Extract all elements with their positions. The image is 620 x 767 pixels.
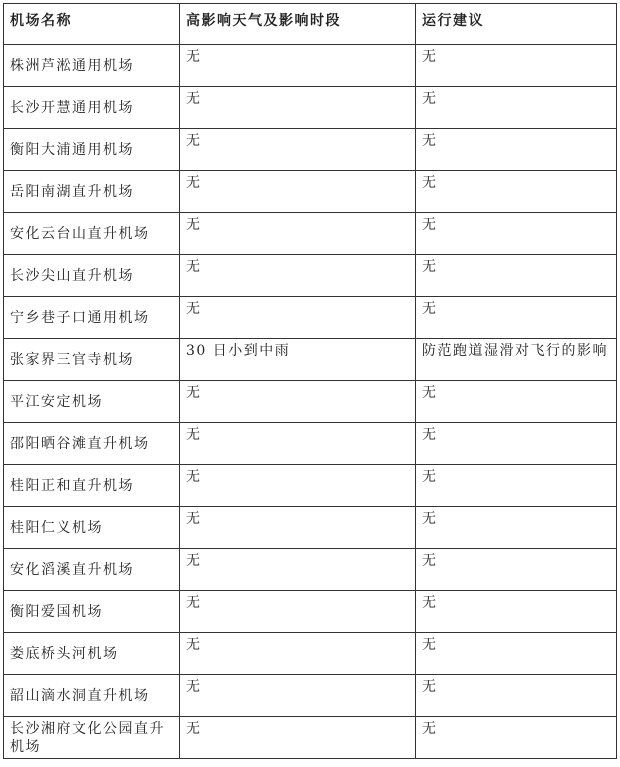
- advice-cell: 无: [416, 213, 617, 255]
- weather-cell: 无: [180, 423, 416, 465]
- airport-name-cell: 株洲芦淞通用机场: [4, 45, 180, 87]
- weather-cell: 无: [180, 465, 416, 507]
- table-row: [4, 297, 617, 339]
- weather-cell: 无: [180, 507, 416, 549]
- table-row: [4, 423, 617, 465]
- weather-cell: 无: [180, 717, 416, 759]
- weather-cell: 无: [180, 129, 416, 171]
- weather-cell: 无: [180, 381, 416, 423]
- airport-name-cell: 衡阳爱国机场: [4, 591, 180, 633]
- advice-cell: 无: [416, 129, 617, 171]
- airport-name-cell: 张家界三官寺机场: [4, 339, 180, 381]
- table-row: [4, 633, 617, 675]
- weather-cell: 无: [180, 45, 416, 87]
- table-row: [4, 507, 617, 549]
- advice-cell: 无: [416, 255, 617, 297]
- weather-cell: 无: [180, 171, 416, 213]
- table-row: [4, 87, 617, 129]
- advice-cell: 无: [416, 717, 617, 759]
- table-row: [4, 717, 617, 759]
- advice-cell: 无: [416, 297, 617, 339]
- airport-name-cell: 宁乡巷子口通用机场: [4, 297, 180, 339]
- table-row: [4, 255, 617, 297]
- advice-cell: 无: [416, 171, 617, 213]
- weather-cell: 无: [180, 255, 416, 297]
- advice-cell: 无: [416, 465, 617, 507]
- table-row: [4, 213, 617, 255]
- advice-cell: 无: [416, 423, 617, 465]
- advice-cell: 无: [416, 507, 617, 549]
- weather-cell: 无: [180, 297, 416, 339]
- advice-cell: 无: [416, 87, 617, 129]
- table-row: [4, 549, 617, 591]
- table-row: [4, 339, 617, 381]
- advice-cell: 无: [416, 675, 617, 717]
- advice-cell: 无: [416, 45, 617, 87]
- header-weather: 高影响天气及影响时段: [180, 4, 416, 45]
- airport-name-cell: 衡阳大浦通用机场: [4, 129, 180, 171]
- airport-name-cell: 娄底桥头河机场: [4, 633, 180, 675]
- airport-weather-table: [3, 3, 617, 759]
- advice-cell: 防范跑道湿滑对飞行的影响: [416, 339, 617, 381]
- weather-cell: 无: [180, 87, 416, 129]
- header-airport-name: 机场名称: [4, 4, 180, 45]
- weather-cell: 30 日小到中雨: [180, 339, 416, 381]
- table-row: [4, 45, 617, 87]
- advice-cell: 无: [416, 633, 617, 675]
- airport-name-cell: 岳阳南湖直升机场: [4, 171, 180, 213]
- weather-cell: 无: [180, 549, 416, 591]
- airport-name-cell: 平江安定机场: [4, 381, 180, 423]
- airport-name-cell: 韶山滴水洞直升机场: [4, 675, 180, 717]
- weather-cell: 无: [180, 675, 416, 717]
- table-row: [4, 129, 617, 171]
- weather-cell: 无: [180, 591, 416, 633]
- airport-name-cell: 桂阳仁义机场: [4, 507, 180, 549]
- table-row: [4, 171, 617, 213]
- airport-name-cell: 安化云台山直升机场: [4, 213, 180, 255]
- table-body: [4, 45, 617, 759]
- advice-cell: 无: [416, 591, 617, 633]
- airport-name-cell: 桂阳正和直升机场: [4, 465, 180, 507]
- weather-cell: 无: [180, 213, 416, 255]
- advice-cell: 无: [416, 549, 617, 591]
- airport-name-cell: 长沙尖山直升机场: [4, 255, 180, 297]
- weather-cell: 无: [180, 633, 416, 675]
- table-row: [4, 591, 617, 633]
- advice-cell: 无: [416, 381, 617, 423]
- table-row: [4, 381, 617, 423]
- header-advice: 运行建议: [416, 4, 617, 45]
- airport-name-cell: 邵阳晒谷滩直升机场: [4, 423, 180, 465]
- airport-name-cell: 长沙开慧通用机场: [4, 87, 180, 129]
- table-header-row: [4, 4, 617, 45]
- airport-name-cell: 安化滔溪直升机场: [4, 549, 180, 591]
- table-row: [4, 465, 617, 507]
- airport-name-cell: 长沙湘府文化公园直升机场: [4, 717, 180, 759]
- airport-weather-table-container: [3, 3, 616, 759]
- table-row: [4, 675, 617, 717]
